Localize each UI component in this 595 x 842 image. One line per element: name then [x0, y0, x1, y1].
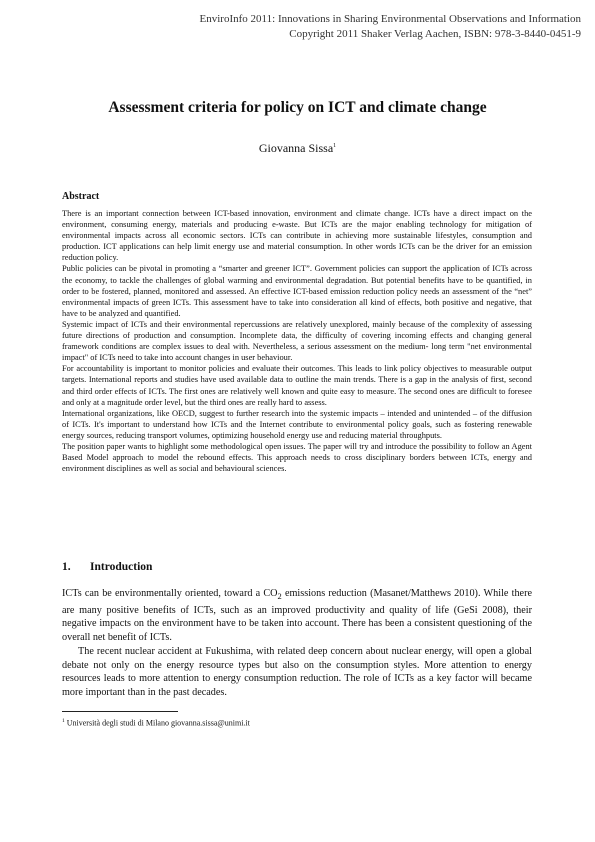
abstract-paragraph: Systemic impact of ICTs and their environmental repercussions are relatively unexplored, mainly because of the complexity of assessing future directions of production and consumption. Incomplete data, the difficulty of covering incoming effects and changing general framework conditions are complex issues to deal with. Nevertheless, a serious assessment on the medium- long term "net environmental impact" of ICTs need to take into account changes in user behaviour. [62, 319, 532, 363]
section-heading-introduction [62, 561, 152, 573]
author-name: Giovanna Sissa [258, 141, 334, 155]
co2-subscript: 2 [277, 591, 282, 602]
intro-paragraph: The recent nuclear accident at Fukushima, with related deep concern about nuclear energy, will open a global debate not only on the energy resource types but also on the consumption styles. More attention to energy resources leads to more attention to energy consumption reduction. The role of ICTs as a key factor will became more important than in the past decades. [62, 646, 532, 698]
abstract-paragraph: Public policies can be pivotal in promoting a “smarter and greener ICT”. Government policies can support the application of ICTs across the economy, to tackle the challenges of global warming and environmental degradation. But potential benefits have to be quantified, in order to be fostered, planned, monitored and assessed. An effective ICT-based emission reduction policy needs an assessment of the “net” environmental impacts of green ICTs. This assessment have to take into consideration all kind of effects, both positive and negative, that have to be analyzed and quantified. [62, 264, 532, 318]
section-title: Introduction [90, 561, 153, 573]
abstract-paragraph: International organizations, like OECD, suggest to further research into the systemic impacts – intended and unintended – of the diffusion of ICTs. It's important to understand how ICTs and the Internet contribute to environmental policy goals, such as fostering renewable energy sources, reducing transport volumes, optimizing household energy use and reducing material throughputs. [62, 408, 532, 440]
intro-paragraph [62, 587, 532, 644]
author-line [0, 141, 595, 156]
abstract-body [62, 208, 532, 474]
intro-text-co2-after: emissions reduction (Masanet/Matthews 2010). While there are many positive benefits of ICTs, such as an improved productivity and quality of life (GeSi 2008), their negative impacts on the environment have to be taken into account. There has been a consistent questioning of the overall net benefit of ICTs. [62, 588, 532, 643]
paper-title: Assessment criteria for policy on ICT and climate change [108, 99, 487, 116]
conference-header [200, 12, 581, 42]
intro-text-co2-before: ICTs can be environmentally oriented, toward a CO [62, 588, 278, 599]
section-number: 1. [62, 561, 71, 573]
author-footnote-mark: 1 [333, 143, 337, 149]
header-line-proceedings: EnviroInfo 2011: Innovations in Sharing Environmental Observations and Information [199, 13, 581, 25]
abstract-paragraph: The position paper wants to highlight some methodological open issues. The paper will try and introduce the possibility to follow an Agent Based Model approach to model the rebound effects. This approach needs to cross disciplinary borders between ICTs, energy and environment disciplines as well as social and behavioural sciences. [62, 441, 532, 474]
footnote-text: Università degli studi di Milano giovanna.sissa@unimi.it [66, 718, 250, 728]
abstract-heading: Abstract [62, 191, 100, 202]
introduction-body [62, 587, 532, 699]
footnote-mark: 1 [62, 718, 65, 724]
footnote [62, 716, 250, 729]
footnote-divider [62, 711, 178, 712]
header-line-copyright: Copyright 2011 Shaker Verlag Aachen, ISBN: 978-3-8440-0451-9 [289, 28, 581, 40]
abstract-paragraph: For accountability is important to monitor policies and evaluate their outcomes. This leads to link policy objectives to measurable output targets. International reports and studies have used available data to outline the main trends. There is a gap in the analysis of first, second and third order effects of ICTs. The first ones are relatively well known and quite easy to measure. The second ones are difficult to foresee and only at a magnitude order level, but the third ones are really hard to assess. [62, 364, 532, 407]
abstract-paragraph: There is an important connection between ICT-based innovation, environment and climate change. ICTs have a direct impact on the environment, consuming energy, materials and producing e-waste. But ICTs are the major enabling technology for mitigation of environmental impacts across all economic sectors. ICTs can contribute in achieving more sustainable lifestyles, consumption and production. ICT applications can help limit energy use and material consumption. In other words ICTs can be the driver for an emission reduction policy. [62, 209, 532, 263]
